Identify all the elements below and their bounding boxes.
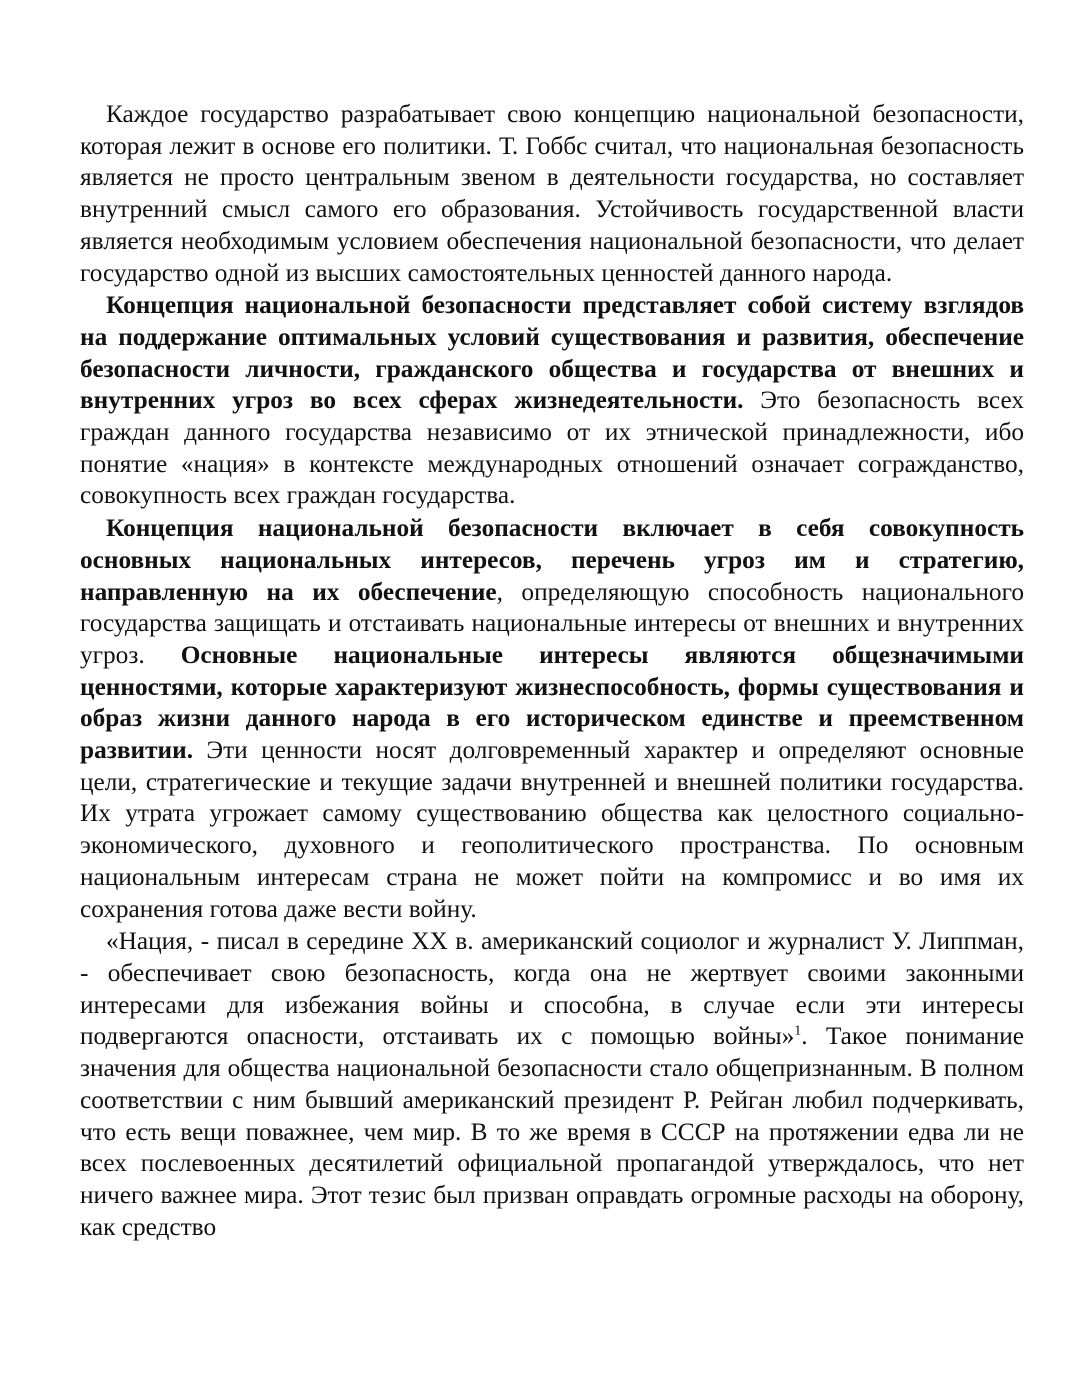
paragraph	[80, 926, 1024, 1243]
paragraph	[80, 513, 1024, 925]
document-page	[80, 99, 1024, 1243]
paragraph-text: Каждое государство разрабатывает свою концепцию национальной безопасности, которая лежит в основе его политики. Т. Гоббс считал, что национальная безопасность является не просто центральным звеном в деятельности государства, но составляет внутренний смысл самого его образования. Устойчивость государственной власти является необходимым условием обеспечения национальной безопасности, что делает государство одной из высших самостоятельных ценностей данного народа.	[80, 100, 1024, 287]
paragraph	[80, 290, 1024, 512]
bold-definition: Концепция национальной безопасности представляет собой систему взглядов на поддержание оптимальных условий существования и развития, обеспечение безопасности личности, гражданского общества и государства от внешних и внутренних угроз во всех сферах жизнедеятельности.	[80, 291, 1024, 415]
paragraph-text: , определяющую способность национального государства защищать и отстаивать национальные интересы от внешних и внутренних угроз.	[80, 577, 1024, 669]
paragraph-text: Это безопасность всех граждан данного государства независимо от их этнической принадлежности, ибо понятие «нация» в контексте международных отношений означает согражданство, совокупность всех граждан государства.	[80, 386, 1024, 510]
paragraph	[80, 99, 1024, 289]
bold-definition: Концепция национальной безопасности включает в себя совокупность основных национальных интересов, перечень угроз им и стратегию, направленную на их обеспечение	[80, 514, 1024, 606]
footnote-marker: 1	[794, 1023, 802, 1039]
paragraph-text: Эти ценности носят долговременный характер и определяют основные цели, стратегические и текущие задачи внутренней и внешней политики государства. Их утрата угрожает самому существованию общества как целостного социально-экономического, духовного и геополитического пространства. По основным национальным интересам страна не может пойти на компромисс и во имя их сохранения готова даже вести войну.	[80, 736, 1024, 923]
quote-text: «Нация, - писал в середине XX в. американский социолог и журналист У. Липпман, - обеспечивает свою безопасность, когда она не жертвует своими законными интересами для избежания войны и способна, в случае если эти интересы подвергаются опасности, отстаивать их с помощью войны»	[80, 927, 1024, 1051]
bold-definition: Основные национальные интересы являются общезначимыми ценностями, которые характеризуют жизнеспособность, формы существования и образ жизни данного народа в его историческом единстве и преемственном развитии.	[80, 640, 1024, 765]
paragraph-text: . Такое понимание значения для общества национальной безопасности стало общепризнанным. В полном соответствии с ним бывший американский президент Р. Рейган любил подчеркивать, что есть вещи поважнее, чем мир. В то же время в СССР на протяжении едва ли не всех послевоенных десятилетий официальной пропагандой утверждалось, что нет ничего важнее мира. Этот тезис был призван оправдать огромные расходы на оборону, как средство	[80, 1022, 1024, 1241]
